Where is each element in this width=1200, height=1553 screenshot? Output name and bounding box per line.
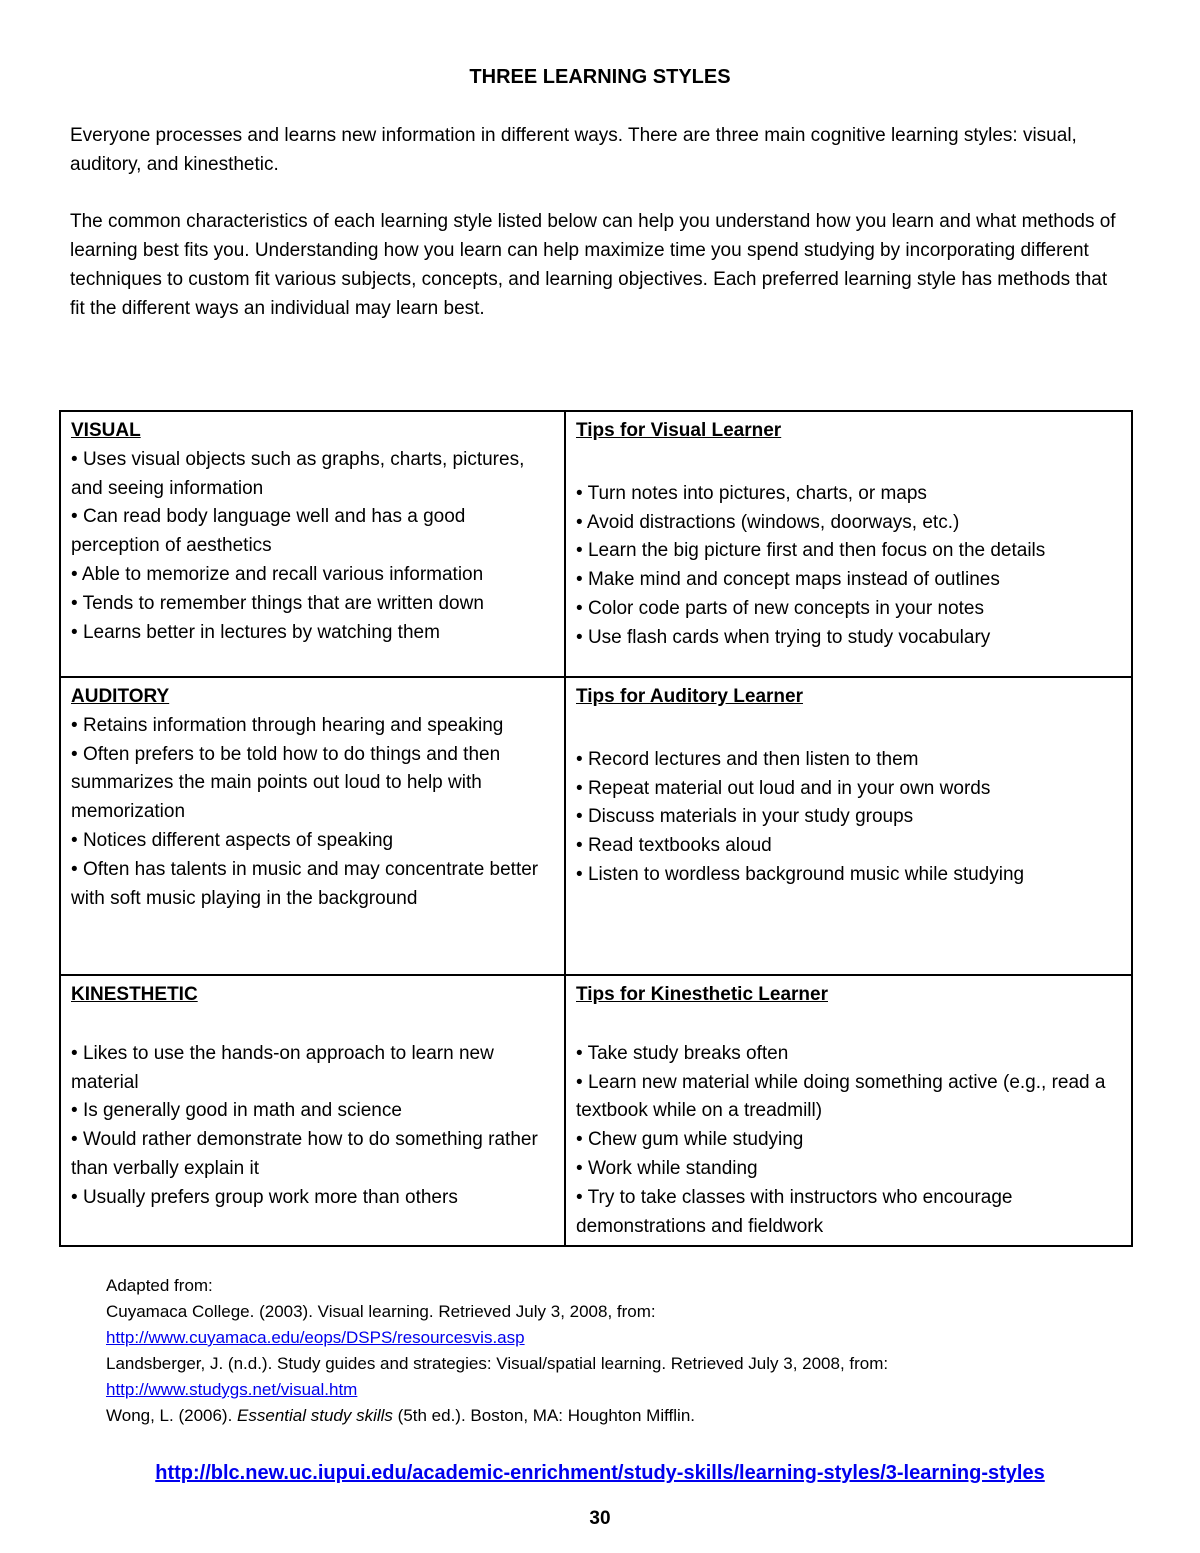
list-item: • Tends to remember things that are written down (71, 590, 556, 619)
auditory-tips-list (576, 746, 1123, 890)
table-row-kinesthetic (60, 975, 1132, 1246)
kinesthetic-tips-cell (565, 975, 1132, 1246)
visual-tips-list (576, 480, 1123, 653)
visual-tips-cell (565, 411, 1132, 677)
list-item: • Learn new material while doing something active (e.g., read a textbook while on a treadmill) (576, 1069, 1123, 1127)
kinesthetic-traits-list (71, 1040, 556, 1213)
page-title: THREE LEARNING STYLES (469, 66, 731, 88)
list-item: • Chew gum while studying (576, 1126, 1123, 1155)
table-row-visual (60, 411, 1132, 677)
list-item: • Uses visual objects such as graphs, charts, pictures, and seeing information (71, 446, 556, 504)
visual-traits-cell (60, 411, 565, 677)
reference-2-link[interactable]: http://www.studygs.net/visual.htm (106, 1380, 358, 1399)
intro-paragraph-2: The common characteristics of each learning style listed below can help you understand how you learn and what methods of learning best fits you. Understanding how you learn can help maximize time you spend studying by incorporating different techniques to custom fit various subjects, concepts, and learning objectives. Each preferred learning style has methods that fit the different ways an individual may learn best. (70, 211, 1116, 319)
list-item: • Make mind and concept maps instead of outlines (576, 566, 1123, 595)
reference-3 (106, 1403, 1106, 1429)
reference-3-title: Essential study skills (237, 1406, 393, 1425)
list-item: • Work while standing (576, 1155, 1123, 1184)
list-item: • Turn notes into pictures, charts, or maps (576, 480, 1123, 509)
list-item: • Listen to wordless background music while studying (576, 861, 1123, 890)
list-item: • Notices different aspects of speaking (71, 827, 556, 856)
list-item: • Avoid distractions (windows, doorways, etc.) (576, 509, 1123, 538)
list-item: • Learns better in lectures by watching them (71, 619, 556, 648)
list-item: • Color code parts of new concepts in your notes (576, 595, 1123, 624)
list-item: • Use flash cards when trying to study vocabulary (576, 624, 1123, 653)
reference-1-link[interactable]: http://www.cuyamaca.edu/eops/DSPS/resourcesvis.asp (106, 1328, 525, 1347)
auditory-traits-cell (60, 677, 565, 975)
list-item: • Try to take classes with instructors who encourage demonstrations and fieldwork (576, 1184, 1123, 1242)
intro-paragraph-1: Everyone processes and learns new information in different ways. There are three main cognitive learning styles: visual, auditory, and kinesthetic. (70, 125, 1077, 175)
references-heading: Adapted from: (106, 1276, 213, 1295)
list-item: • Discuss materials in your study groups (576, 803, 1123, 832)
list-item: • Is generally good in math and science (71, 1097, 556, 1126)
kinesthetic-tips-heading: Tips for Kinesthetic Learner (576, 984, 828, 1005)
kinesthetic-traits-cell (60, 975, 565, 1246)
list-item: • Retains information through hearing and speaking (71, 712, 556, 741)
visual-traits-list (71, 446, 556, 648)
references (106, 1273, 1106, 1429)
kinesthetic-heading: KINESTHETIC (71, 984, 198, 1005)
table-row-auditory (60, 677, 1132, 975)
list-item: • Read textbooks aloud (576, 832, 1123, 861)
list-item: • Likes to use the hands-on approach to learn new material (71, 1040, 556, 1098)
list-item: • Learn the big picture first and then focus on the details (576, 537, 1123, 566)
reference-1-text: Cuyamaca College. (2003). Visual learning. Retrieved July 3, 2008, from: (106, 1302, 656, 1321)
visual-tips-heading: Tips for Visual Learner (576, 420, 782, 441)
auditory-heading: AUDITORY (71, 686, 170, 707)
list-item: • Take study breaks often (576, 1040, 1123, 1069)
list-item: • Often prefers to be told how to do things and then summarizes the main points out loud to help with memorization (71, 741, 556, 827)
auditory-traits-list (71, 712, 556, 914)
reference-2-text: Landsberger, J. (n.d.). Study guides and strategies: Visual/spatial learning. Retrieved July 3, 2008, from: (106, 1354, 889, 1373)
auditory-tips-cell (565, 677, 1132, 975)
reference-3-author: Wong, L. (2006). (106, 1406, 238, 1425)
list-item: • Record lectures and then listen to them (576, 746, 1123, 775)
list-item: • Repeat material out loud and in your own words (576, 775, 1123, 804)
auditory-tips-heading: Tips for Auditory Learner (576, 686, 803, 707)
kinesthetic-tips-list (576, 1040, 1123, 1242)
list-item: • Often has talents in music and may concentrate better with soft music playing in the background (71, 856, 556, 914)
visual-heading: VISUAL (71, 420, 141, 441)
list-item: • Would rather demonstrate how to do something rather than verbally explain it (71, 1126, 556, 1184)
reference-3-rest: (5th ed.). Boston, MA: Houghton Mifflin. (392, 1406, 695, 1425)
source-link[interactable]: http://blc.new.uc.iupui.edu/academic-enrichment/study-skills/learning-styles/3-learning-styles (155, 1462, 1045, 1484)
page-number: 30 (589, 1508, 611, 1529)
list-item: • Usually prefers group work more than others (71, 1184, 556, 1213)
learning-styles-table (59, 410, 1133, 1247)
list-item: • Able to memorize and recall various information (71, 561, 556, 590)
list-item: • Can read body language well and has a good perception of aesthetics (71, 503, 556, 561)
